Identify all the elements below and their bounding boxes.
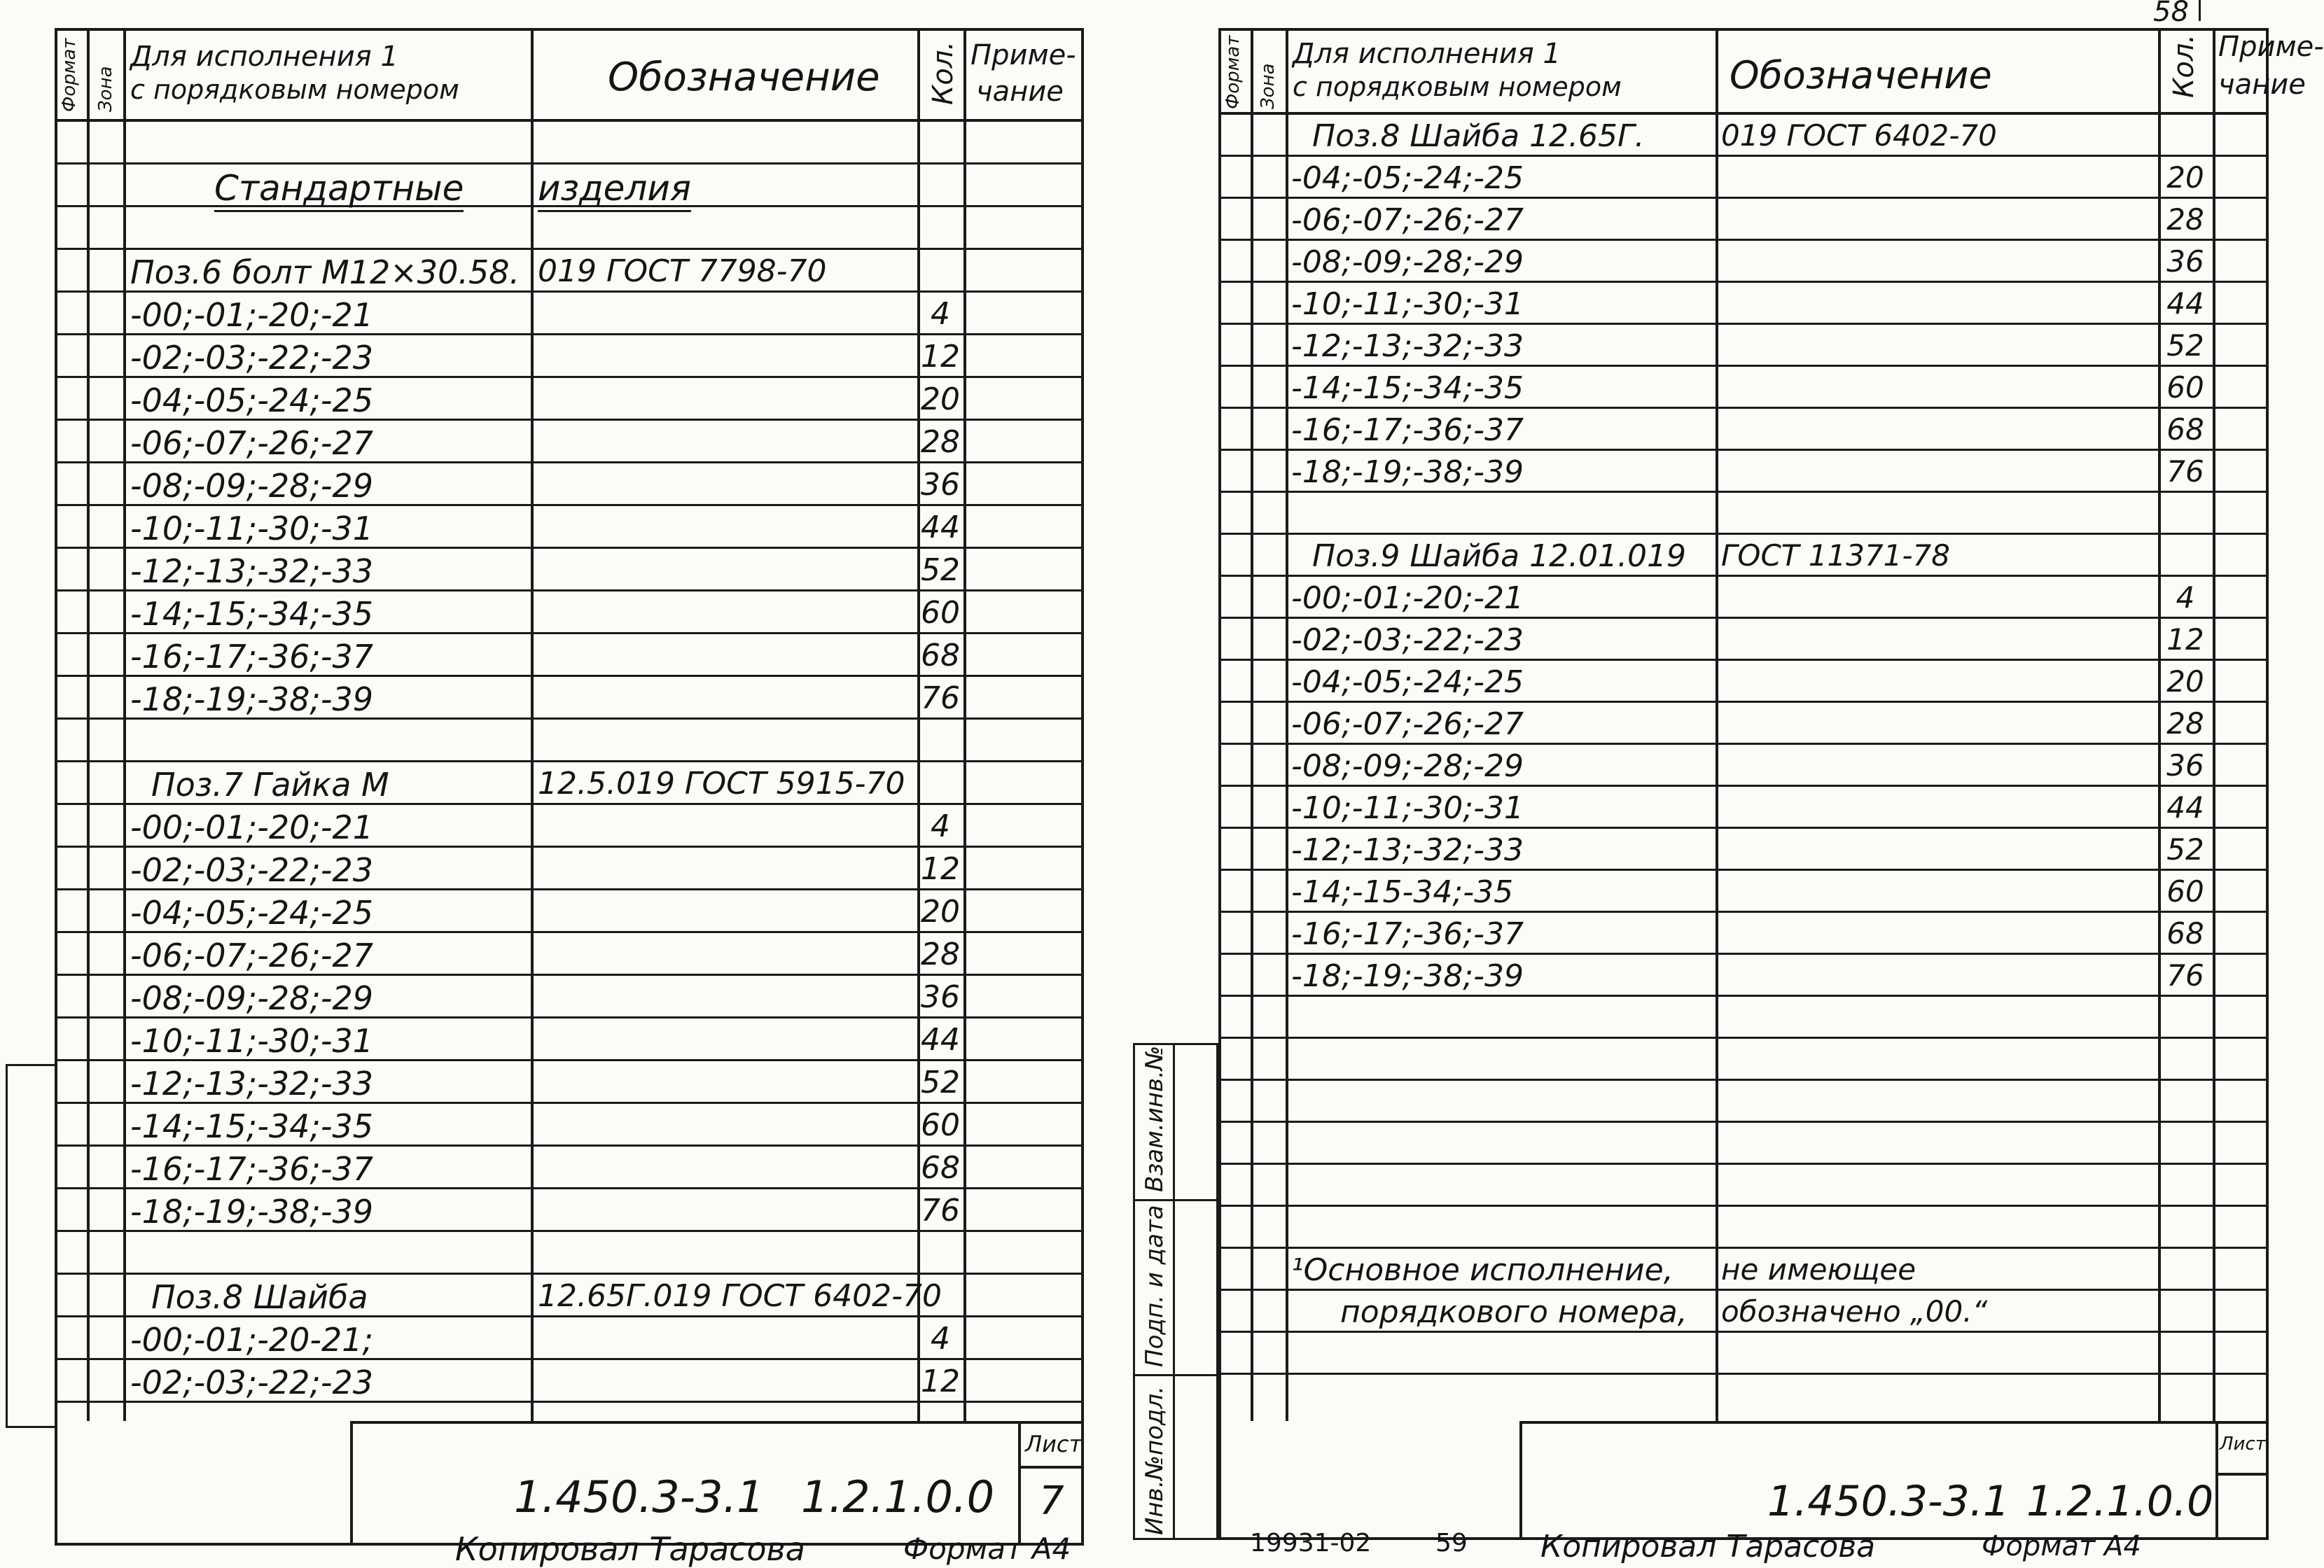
right-copied-by: Копировал Тарасова [1540, 1529, 1876, 1564]
table-row [1218, 787, 2269, 829]
cell-execution: -02;-03;-22;-23 [1291, 622, 1524, 658]
cell-designation: изделия [538, 168, 691, 212]
table-row [1218, 1333, 2269, 1375]
right-sheet-footer-number: 59 [1435, 1529, 1468, 1558]
cell-quantity: 44 [921, 1022, 960, 1058]
cell-quantity: 44 [921, 510, 960, 545]
table-row [1218, 199, 2269, 241]
cell-designation: не имеющее [1721, 1252, 1916, 1287]
table-row [55, 378, 1084, 421]
table-row [55, 1104, 1084, 1147]
cell-execution: -00;-01;-20;-21 [130, 296, 374, 334]
table-row [1218, 1291, 2269, 1333]
table-row [55, 592, 1084, 634]
table-row [1218, 661, 2269, 703]
table-row [55, 335, 1084, 378]
table-header [1218, 28, 2324, 115]
left-sheet-label: Лист [1025, 1431, 1083, 1457]
right-title-sheet-divider [2215, 1424, 2218, 1537]
cell-execution: -16;-17;-36;-37 [130, 1150, 374, 1188]
header-note-line2: чание [976, 76, 1064, 108]
table-row [55, 250, 1084, 293]
table-row [1218, 1249, 2269, 1291]
table-row [1218, 451, 2269, 493]
cell-quantity: 68 [2166, 916, 2204, 951]
table-row [1218, 703, 2269, 745]
right-order-number: 19931-02 [1250, 1529, 1372, 1558]
cell-execution: -04;-05;-24;-25 [1291, 664, 1524, 700]
header-zone: Зона [95, 66, 116, 112]
cell-execution: -04;-05;-24;-25 [130, 382, 374, 419]
cell-execution: Поз.8 Шайба 12.65Г. [1312, 118, 1645, 154]
table-row [55, 421, 1084, 463]
table-row [55, 890, 1084, 933]
cell-execution: -08;-09;-28;-29 [1291, 748, 1524, 784]
cell-quantity: 28 [2166, 706, 2204, 741]
table-row [55, 1360, 1084, 1403]
cell-quantity: 12 [2166, 622, 2204, 657]
left-sheet-number: 7 [1039, 1478, 1064, 1524]
cell-quantity: 52 [2166, 832, 2204, 867]
left-title-sheet-divider [1018, 1424, 1021, 1543]
table-row [55, 933, 1084, 976]
cell-execution: -14;-15-34;-35 [1291, 874, 1514, 910]
right-sheet [1127, 0, 2324, 1564]
cell-execution: -10;-11;-30;-31 [1291, 790, 1524, 826]
cell-execution: -14;-15;-34;-35 [130, 1107, 374, 1145]
table-row [1218, 997, 2269, 1039]
cell-designation: обозначено „00.“ [1721, 1294, 1988, 1329]
table-row [1218, 115, 2269, 157]
cell-quantity: 52 [921, 1065, 960, 1100]
table-row [55, 1061, 1084, 1104]
cell-execution: -00;-01;-20;-21 [1291, 580, 1524, 616]
cell-execution: -12;-13;-32;-33 [130, 552, 374, 590]
cell-quantity: 52 [921, 552, 960, 588]
header-exec-line1: Для исполнения 1 [130, 41, 398, 73]
cell-quantity: 68 [2166, 412, 2204, 447]
table-header [55, 28, 1084, 122]
left-format: Формат А4 [903, 1532, 1071, 1566]
cell-execution: ¹Основное исполнение, [1291, 1252, 1674, 1288]
cell-quantity: 76 [921, 1193, 960, 1228]
table-row [55, 677, 1084, 720]
table-row [55, 207, 1084, 250]
table-row [55, 1018, 1084, 1061]
right-format: Формат А4 [1982, 1530, 2141, 1562]
right-doc-code: 1.450.3-3.1 [1767, 1477, 2010, 1526]
cell-execution: -12;-13;-32;-33 [1291, 832, 1524, 868]
header-designation: Обозначение [608, 55, 880, 100]
table-row [55, 634, 1084, 677]
cell-quantity: 28 [2166, 202, 2204, 237]
cell-quantity: 36 [921, 467, 960, 503]
header-note-line1: Приме- [2218, 31, 2324, 63]
cell-execution: -16;-17;-36;-37 [130, 638, 374, 676]
side-stamp-signature: Подп. и дата [1141, 1205, 1169, 1367]
cell-quantity: 52 [2166, 328, 2204, 363]
table-row [1218, 1123, 2269, 1165]
cell-quantity: 4 [2176, 580, 2195, 615]
cell-quantity: 60 [921, 1107, 960, 1143]
table-row [1218, 157, 2269, 199]
table-row [1218, 577, 2269, 619]
cell-execution: порядкового номера, [1340, 1294, 1688, 1330]
cell-quantity: 36 [2166, 244, 2204, 279]
table-row [55, 122, 1084, 164]
cell-execution: -16;-17;-36;-37 [1291, 412, 1524, 448]
table-row [55, 293, 1084, 335]
cell-quantity: 60 [2166, 874, 2204, 909]
right-doc-number: 1.2.1.0.0 [2026, 1477, 2214, 1526]
right-page-number: 58 [2153, 0, 2189, 28]
table-row [1218, 829, 2269, 871]
table-row [1218, 409, 2269, 451]
table-row [1218, 535, 2269, 577]
cell-execution: -18;-19;-38;-39 [130, 1193, 374, 1231]
left-spec-table [55, 28, 1084, 1421]
header-exec-line1: Для исполнения 1 [1293, 38, 1561, 70]
cell-execution: -18;-19;-38;-39 [130, 680, 374, 718]
cell-quantity: 44 [2166, 790, 2204, 825]
table-row [1218, 871, 2269, 913]
cell-quantity: 28 [921, 424, 960, 460]
table-row [1218, 367, 2269, 409]
table-row [55, 1189, 1084, 1232]
table-row [55, 549, 1084, 592]
table-row [55, 976, 1084, 1018]
table-row [55, 805, 1084, 848]
table-row [1218, 745, 2269, 787]
cell-quantity: 4 [931, 808, 950, 844]
cell-execution: -08;-09;-28;-29 [130, 979, 374, 1017]
cell-execution: Стандартные [214, 168, 464, 212]
right-side-stamps [1133, 1043, 1218, 1540]
table-row [1218, 283, 2269, 325]
right-spec-table [1218, 28, 2324, 1421]
left-title-sheet-hline [1018, 1466, 1081, 1469]
cell-execution: -10;-11;-30;-31 [130, 510, 374, 547]
cell-execution: -08;-09;-28;-29 [1291, 244, 1524, 280]
cell-execution: -04;-05;-24;-25 [130, 894, 374, 932]
cell-execution: -14;-15;-34;-35 [130, 595, 374, 633]
cell-designation: 12.5.019 ГОСТ 5915-70 [538, 766, 905, 802]
cell-execution: -08;-09;-28;-29 [130, 467, 374, 505]
cell-execution: -06;-07;-26;-27 [130, 424, 374, 462]
cell-execution: -18;-19;-38;-39 [1291, 454, 1524, 490]
table-row [55, 1275, 1084, 1317]
right-sheet-label: Лист [2220, 1434, 2266, 1455]
header-note-line1: Приме- [970, 39, 1076, 71]
table-row [55, 506, 1084, 549]
cell-quantity: 60 [921, 595, 960, 631]
table-row [1218, 913, 2269, 955]
cell-designation: ГОСТ 11371-78 [1721, 538, 1950, 573]
table-row [55, 848, 1084, 890]
side-stamp-hline-2 [1135, 1374, 1216, 1376]
cell-execution: -06;-07;-26;-27 [1291, 202, 1524, 238]
cell-execution: -14;-15;-34;-35 [1291, 370, 1524, 406]
table-row [55, 720, 1084, 762]
cell-execution: Поз.6 болт М12×30.58. [130, 253, 520, 291]
cell-quantity: 12 [921, 339, 960, 374]
cell-execution: -00;-01;-20-21; [130, 1321, 374, 1359]
header-designation: Обозначение [1730, 53, 1992, 97]
table-row [55, 164, 1084, 207]
left-doc-code: 1.450.3-3.1 [514, 1471, 765, 1522]
cell-execution: Поз.7 Гайка М [151, 766, 389, 804]
header-zone: Зона [1258, 63, 1279, 109]
table-row [55, 762, 1084, 805]
left-title-block [350, 1421, 1084, 1546]
table-row [1218, 1207, 2269, 1249]
table-row [1218, 619, 2269, 661]
cell-quantity: 4 [931, 296, 950, 332]
cell-quantity: 28 [921, 937, 960, 972]
cell-execution: -10;-11;-30;-31 [130, 1022, 374, 1060]
left-binding-strip [6, 1064, 57, 1428]
cell-quantity: 20 [2166, 160, 2204, 195]
side-stamp-divider [1173, 1045, 1175, 1538]
cell-execution: -00;-01;-20;-21 [130, 808, 374, 846]
cell-quantity: 68 [921, 638, 960, 673]
cell-execution: -04;-05;-24;-25 [1291, 160, 1524, 196]
right-title-block [1519, 1421, 2269, 1540]
cell-quantity: 76 [921, 680, 960, 716]
left-copied-by: Копировал Тарасова [455, 1530, 805, 1568]
table-row [55, 1147, 1084, 1189]
table-row [1218, 1039, 2269, 1081]
cell-execution: Поз.8 Шайба [151, 1278, 368, 1316]
cell-execution: -10;-11;-30;-31 [1291, 286, 1524, 322]
header-qty: Кол. [927, 41, 959, 105]
left-doc-number: 1.2.1.0.0 [801, 1471, 995, 1522]
cell-quantity: 36 [921, 979, 960, 1015]
cell-execution: Поз.9 Шайба 12.01.019 [1312, 538, 1686, 574]
table-row [55, 1232, 1084, 1275]
right-title-sheet-hline [2215, 1473, 2266, 1476]
cell-quantity: 44 [2166, 286, 2204, 321]
right-rows [1218, 115, 2269, 1421]
header-qty: Кол. [2168, 34, 2200, 98]
header-note-line2: чание [2218, 69, 2306, 101]
cell-quantity: 76 [2166, 958, 2204, 993]
cell-quantity: 12 [921, 1364, 960, 1399]
cell-designation: 019 ГОСТ 6402-70 [1721, 118, 1997, 153]
cell-quantity: 76 [2166, 454, 2204, 489]
cell-execution: -12;-13;-32;-33 [130, 1065, 374, 1102]
cell-quantity: 20 [2166, 664, 2204, 699]
cell-quantity: 20 [921, 894, 960, 930]
table-row [55, 1317, 1084, 1360]
cell-designation: 019 ГОСТ 7798-70 [538, 253, 827, 289]
header-exec-line2: с порядковым номером [1293, 71, 1622, 102]
table-row [1218, 1165, 2269, 1207]
right-page-number-bar [2199, 0, 2201, 21]
cell-execution: -02;-03;-22;-23 [130, 1364, 374, 1401]
table-row [1218, 325, 2269, 367]
table-row [1218, 241, 2269, 283]
header-exec-line2: с порядковым номером [130, 74, 459, 105]
cell-quantity: 4 [931, 1321, 950, 1357]
table-row [55, 463, 1084, 506]
side-stamp-hline-1 [1135, 1199, 1216, 1201]
cell-execution: -06;-07;-26;-27 [1291, 706, 1524, 742]
cell-execution: -02;-03;-22;-23 [130, 339, 374, 377]
left-sheet [0, 0, 1113, 1568]
cell-execution: -02;-03;-22;-23 [130, 851, 374, 889]
left-rows [55, 122, 1084, 1421]
side-stamp-replaced: Взам.инв.№ [1141, 1045, 1169, 1192]
cell-quantity: 60 [2166, 370, 2204, 405]
cell-execution: -12;-13;-32;-33 [1291, 328, 1524, 364]
cell-quantity: 68 [921, 1150, 960, 1186]
cell-quantity: 20 [921, 382, 960, 417]
cell-execution: -18;-19;-38;-39 [1291, 958, 1524, 994]
cell-execution: -06;-07;-26;-27 [130, 937, 374, 974]
cell-designation: 12.65Г.019 ГОСТ 6402-70 [538, 1278, 942, 1314]
side-stamp-inventory: Инв.№подл. [1141, 1386, 1169, 1535]
header-format: Формат [59, 38, 80, 112]
table-row [1218, 493, 2269, 535]
table-row [1218, 955, 2269, 997]
cell-quantity: 36 [2166, 748, 2204, 783]
table-row [1218, 1081, 2269, 1123]
header-format: Формат [1223, 35, 1244, 109]
cell-quantity: 12 [921, 851, 960, 887]
cell-execution: -16;-17;-36;-37 [1291, 916, 1524, 952]
